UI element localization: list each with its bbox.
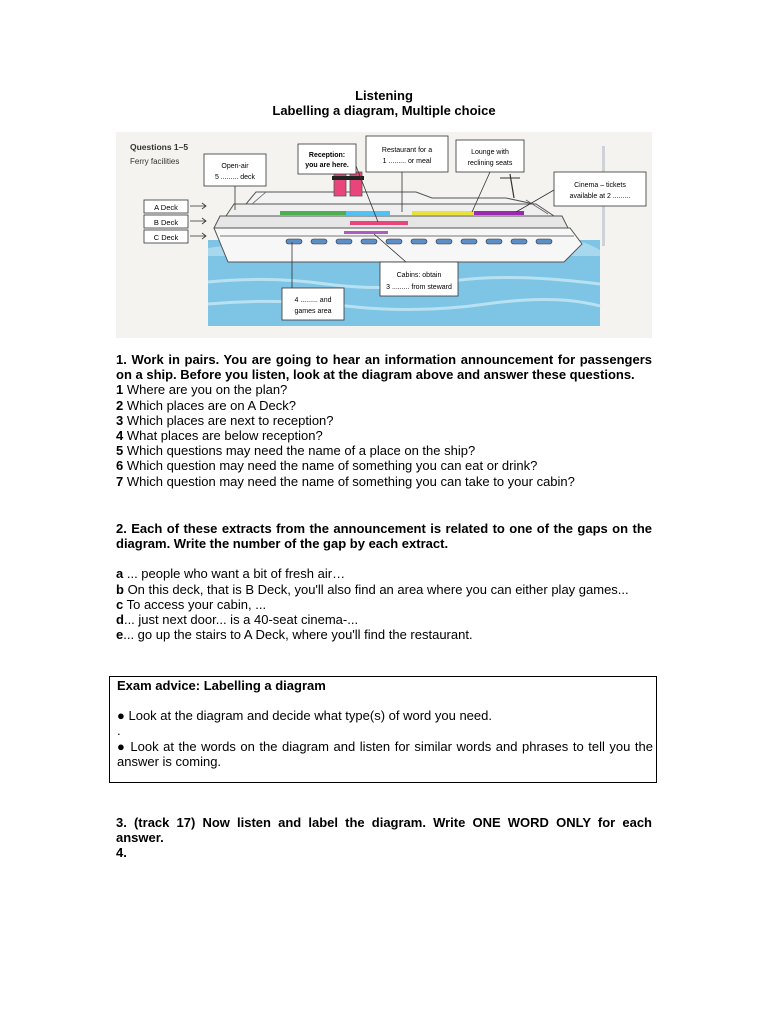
- svg-text:4 ......... and: 4 ......... and: [294, 297, 332, 304]
- svg-text:Reception:: Reception:: [308, 152, 346, 159]
- svg-text:reclining seats: reclining seats: [467, 160, 513, 167]
- exam-advice-box: [109, 676, 657, 783]
- section-3: [116, 815, 652, 861]
- page-subtitle: Labelling a diagram, Multiple choice: [272, 103, 496, 118]
- bullet-icon: ●: [117, 738, 126, 754]
- question-item: 6 Which question may need the name of something you can eat or drink?: [116, 458, 538, 474]
- svg-text:Cinema – tickets: Cinema – tickets: [574, 182, 626, 189]
- callout-restaurant: [366, 136, 448, 172]
- callout-games: [282, 288, 344, 320]
- svg-text:Restaurant for a: Restaurant for a: [381, 147, 433, 154]
- exam-advice-title: Exam advice: Labelling a diagram: [117, 678, 326, 693]
- question-item: 3 Which places are next to reception?: [116, 412, 334, 428]
- section-3-intro: 3. (track 17) Now listen and label the diagram. Write ONE WORD ONLY for each answer.: [116, 815, 652, 846]
- bullet-icon: ●: [117, 708, 125, 724]
- extract-item: a ... people who want a bit of fresh air…: [116, 566, 346, 582]
- svg-text:Open-air: Open-air: [221, 163, 249, 170]
- extract-item: e... go up the stairs to A Deck, where you'll find the restaurant.: [116, 627, 473, 643]
- advice-dot: .: [117, 723, 121, 739]
- svg-text:you are here.: you are here.: [305, 162, 349, 169]
- svg-text:Cabins: obtain: Cabins: obtain: [396, 272, 442, 279]
- question-item: 2 Which places are on A Deck?: [116, 397, 296, 413]
- portholes: [286, 239, 552, 244]
- diagram-heading: Questions 1–5: [130, 142, 189, 152]
- svg-text:available at 2 .........: available at 2 .........: [569, 193, 631, 200]
- deck-label-c-text: C Deck: [153, 233, 179, 242]
- diagram-subheading: Ferry facilities: [130, 157, 180, 166]
- page-title: Listening: [355, 88, 413, 103]
- question-item: 7 Which question may need the name of something you can take to your cabin?: [116, 473, 575, 489]
- svg-text:5 ......... deck: 5 ......... deck: [214, 174, 256, 181]
- callout-cinema: [554, 172, 646, 206]
- question-item: 5 Which questions may need the name of a place on the ship?: [116, 443, 476, 459]
- ship-hull: [214, 228, 582, 262]
- svg-text:1 ......... or meal: 1 ......... or meal: [382, 158, 432, 165]
- deck-label-b-text: B Deck: [153, 218, 179, 227]
- section-1-intro: 1. Work in pairs. You are going to hear an information announcement for passengers on a ship. Before you listen, look at the diagram above and answer these questions.: [116, 352, 652, 383]
- extract-item: b On this deck, that is B Deck, you'll also find an area where you can either play games...: [116, 581, 629, 597]
- callout-lounge: [456, 140, 524, 172]
- extract-item: c To access your cabin, ...: [116, 596, 267, 612]
- svg-text:3 ......... from steward: 3 ......... from steward: [386, 284, 452, 291]
- question-item: 1 Where are you on the plan?: [116, 382, 288, 398]
- section-1: [116, 352, 652, 489]
- deck-label-a-text: A Deck: [154, 203, 178, 212]
- section-4-marker: 4.: [116, 845, 127, 861]
- advice-bullet: ● Look at the diagram and decide what type(s) of word you need.: [117, 708, 492, 724]
- ship-funnel: [334, 172, 346, 196]
- ferry-diagram: [116, 132, 652, 338]
- extract-item: d... just next door... is a 40-seat cinema-...: [116, 612, 359, 628]
- svg-text:games area: games area: [294, 308, 332, 315]
- advice-bullet: ● Look at the words on the diagram and listen for similar words and phrases to tell you the answer is coming.: [117, 738, 653, 769]
- callout-open-air: [204, 154, 266, 186]
- section-2: [116, 521, 652, 642]
- section-2-intro: 2. Each of these extracts from the announcement is related to one of the gaps on the diagram. Write the number of the gap by each extract.: [116, 521, 652, 552]
- svg-text:Lounge with: Lounge with: [471, 149, 509, 156]
- callout-reception: [298, 144, 356, 174]
- question-item: 4 What places are below reception?: [116, 428, 323, 444]
